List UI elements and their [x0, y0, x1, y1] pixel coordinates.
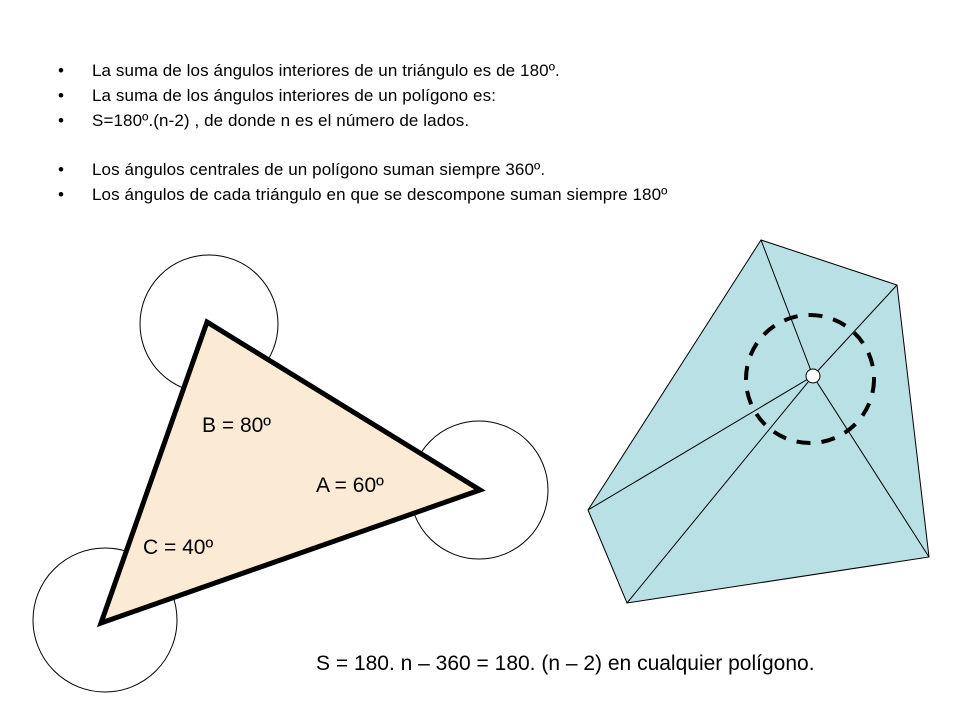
triangle	[101, 322, 480, 623]
bullet-formula: • S=180º.(n-2) , de donde n es el número de lados.	[58, 108, 667, 133]
bullet-central-angles: • Los ángulos centrales de un polígono suman siempre 360º.	[58, 157, 667, 182]
angle-b-label: B = 80º	[202, 414, 271, 437]
formula-text: S = 180. n – 360 = 180. (n – 2) en cualquier polígono.	[316, 652, 815, 675]
bullet-polygon-sum: • La suma de los ángulos interiores de un polígono es:	[58, 83, 667, 108]
angle-a-label: A = 60º	[316, 474, 384, 497]
bullet-triangle-decomposition: • Los ángulos de cada triángulo en que se descompone suman siempre 180º	[58, 182, 667, 207]
quadrilateral	[588, 240, 929, 603]
center-point	[806, 369, 820, 383]
bullet-triangle-sum: • La suma de los ángulos interiores de un triángulo es de 180º.	[58, 58, 667, 83]
angle-c-label: C = 40º	[143, 536, 214, 559]
